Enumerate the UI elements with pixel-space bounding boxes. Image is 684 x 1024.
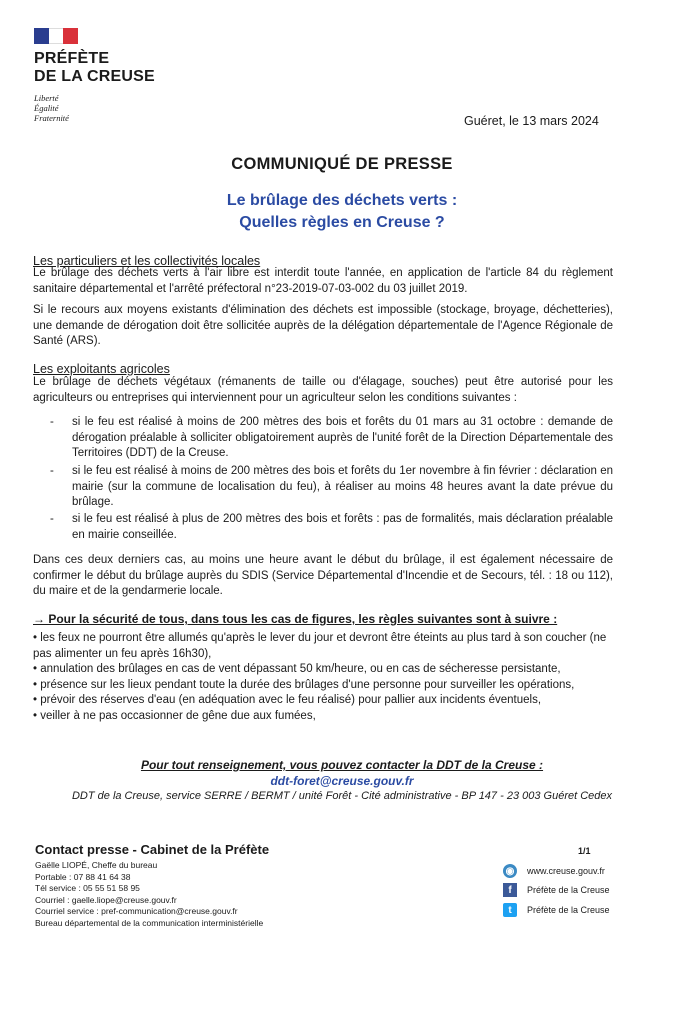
facebook-icon: f [503, 883, 517, 897]
press-contact-bureau: Bureau départemental de la communication interministérielle [35, 917, 264, 928]
press-contact-phone: Tél service : 05 55 51 58 95 [35, 883, 140, 893]
twitter-link[interactable] [503, 903, 610, 917]
condition-1-text: si le feu est réalisé à moins de 200 mètres des bois et forêts du 01 mars au 31 octobre : demande de dérogation préalable à solliciter obligatoirement auprès de l'unité forêt de la Direction Départementale des Territoires (DDT) de la Creuse. [72, 416, 613, 459]
rules-heading: → Pour la sécurité de tous, dans tous les cas de figures, les règles suivantes sont à suivre : [33, 612, 558, 626]
condition-2-text: si le feu est réalisé à moins de 200 mètres des bois et forêts du 1er novembre à fin février : déclaration en mairie (sur la commune de localisation du feu), à réaliser au moins 48 heures avant la date prévue du brûlage. [72, 465, 613, 508]
website-label: www.creuse.gouv.fr [527, 866, 605, 876]
section-agricoles-intro: Le brûlage de déchets végétaux (rémanents de taille ou d'élagage, souches) peut être autorisé pour les agriculteurs ou entreprises qui interviennent pour un agriculteur selon les conditions suivantes : [33, 376, 613, 404]
section-agricoles-outro: Dans ces deux derniers cas, au moins une heure avant le début du brûlage, il est également nécessaire de confirmer le début du brûlage auprès du SDIS (Service Départemental d'Incendie et de Secours, tél. : 18 ou 112), du maire et de la gendarmerie locale. [33, 554, 613, 597]
press-contact-name: Gaëlle LIOPÉ, Cheffe du bureau [35, 860, 158, 870]
press-contact-service-email[interactable]: Courriel service : pref-communication@creuse.gouv.fr [35, 906, 238, 916]
list-item: - si le feu est réalisé à plus de 200 mètres des bois et forêts : pas de formalités, mais déclaration préalable en mairie conseillée. [50, 512, 613, 543]
list-item: • annulation des brûlages en cas de vent dépassant 50 km/heure, ou en cas de sécheresse persistante, [33, 663, 561, 675]
motto-fraternite: Fraternité [34, 113, 69, 123]
twitter-label: Préfète de la Creuse [527, 905, 610, 915]
subtitle-line1: Le brûlage des déchets verts : [226, 192, 458, 209]
twitter-icon: t [503, 903, 517, 917]
section-particuliers-paragraph-1: Le brûlage des déchets verts à l'air libre est interdit toute l'année, en application de l'article 84 du règlement sanitaire départemental et l'arrêté préfectoral n°23-2019-07-03-002 du 03 juillet 2019. [33, 267, 613, 295]
list-item: • veiller à ne pas occasionner de gêne due aux fumées, [33, 709, 316, 722]
facebook-link[interactable] [503, 883, 610, 897]
contact-ddt-heading: Pour tout renseignement, vous pouvez contacter la DDT de la Creuse : [140, 758, 544, 772]
motto-liberte: Liberté [34, 93, 59, 103]
facebook-label: Préfète de la Creuse [527, 885, 610, 895]
press-contact-mobile: Portable : 07 88 41 64 38 [35, 871, 131, 882]
document-date: Guéret, le 13 mars 2024 [464, 114, 599, 128]
document-subtitle [0, 190, 684, 234]
prefecture-line2: DE LA CREUSE [34, 68, 155, 85]
republic-motto [34, 93, 69, 123]
republic-flag-logo [34, 28, 78, 44]
page-number: 1/1 [578, 846, 591, 856]
section-particuliers-paragraph-2: Si le recours aux moyens existants d'élimination des déchets est impossible (stockage, broyage, déchetteries), une demande de dérogation doit être sollicitée auprès de la délégation départementale de l'Agence Régionale de Santé (ARS). [33, 304, 613, 347]
list-item: • présence sur les lieux pendant toute la durée des brûlages d'une personne pour surveiller les opérations, [33, 678, 575, 691]
rules-list [33, 631, 613, 724]
globe-icon: ◉ [503, 864, 517, 878]
list-item: • les feux ne pourront être allumés qu'après le lever du jour et devront être éteints au plus tard à son coucher (ne pas alimenter un feu après 16h30), [33, 632, 607, 660]
list-item: • prévoir des réserves d'eau (en adéquation avec le feu réalisé) pour pallier aux incidents éventuels, [33, 694, 542, 706]
prefecture-name [34, 50, 155, 86]
contact-ddt-email-link[interactable]: ddt-foret@creuse.gouv.fr [270, 774, 414, 788]
press-contact-details [35, 860, 263, 929]
website-link[interactable] [503, 864, 605, 878]
section-particuliers-heading: Les particuliers et les collectivités locales [33, 254, 261, 268]
prefecture-line1: PRÉFÈTE [34, 50, 110, 67]
document-title: COMMUNIQUÉ DE PRESSE [231, 155, 453, 173]
motto-egalite: Égalité [34, 103, 59, 113]
press-contact-title: Contact presse - Cabinet de la Préfète [35, 842, 270, 857]
list-item: - si le feu est réalisé à moins de 200 mètres des bois et forêts du 01 mars au 31 octobre : demande de dérogation préalable à solliciter obligatoirement auprès de l'unité forêt de la Direction Départementale des Territoires (DDT) de la Creuse. [50, 415, 613, 462]
condition-3-text: si le feu est réalisé à plus de 200 mètres des bois et forêts : pas de formalités, mais déclaration préalable en mairie conseillée. [72, 513, 613, 541]
subtitle-line2: Quelles règles en Creuse ? [239, 214, 445, 231]
section-agricoles-heading: Les exploitants agricoles [33, 362, 170, 376]
press-contact-email[interactable]: Courriel : gaelle.liope@creuse.gouv.fr [35, 894, 177, 905]
contact-ddt-address: DDT de la Creuse, service SERRE / BERMT / unité Forêt - Cité administrative - BP 147 - 23 003 Guéret Cedex [71, 790, 613, 802]
list-item: - si le feu est réalisé à moins de 200 mètres des bois et forêts du 1er novembre à fin février : déclaration en mairie (sur la commune de localisation du feu), à réaliser au moins 48 heures avant la date prévue du brûlage. [50, 464, 613, 511]
